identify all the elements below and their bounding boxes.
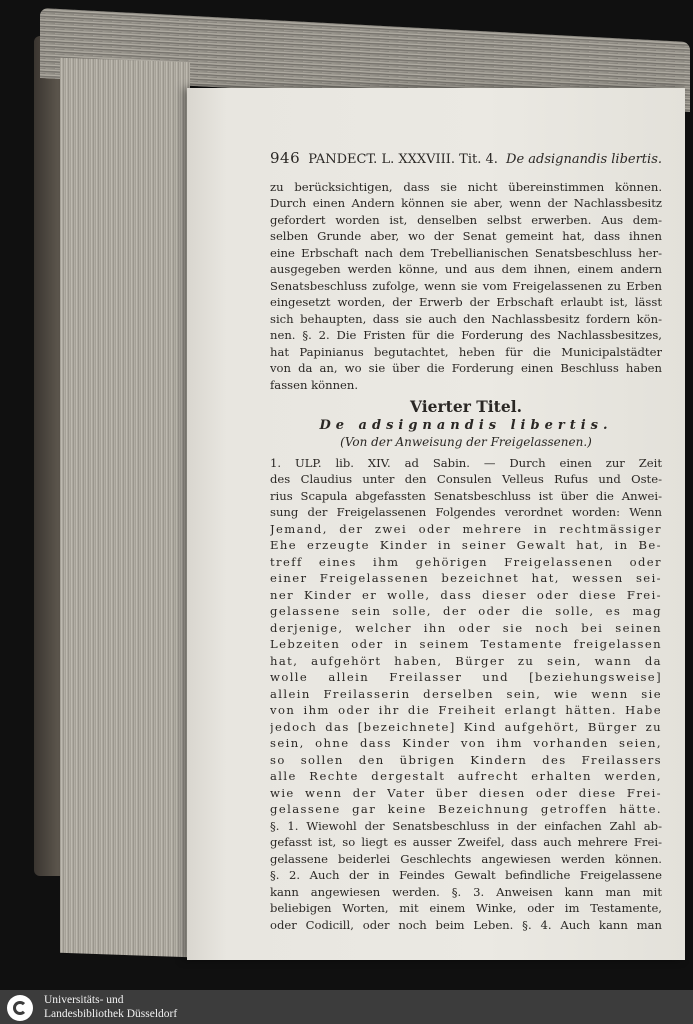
text-line: wolle allein Freilasser und [beziehungsweise] — [270, 670, 662, 684]
page-text — [270, 150, 662, 933]
text-line: sein, ohne dass Kinder von ihm vorhanden seien, — [270, 736, 662, 750]
text-line: oder Codicill, oder noch beim Leben. §. 4. Auch kann man — [270, 917, 662, 932]
text-line: fassen können. — [270, 377, 359, 392]
section-title: Vierter Titel. — [410, 397, 522, 416]
text-line: von ihm oder ihr die Freiheit erlangt hätten. Habe — [270, 703, 662, 717]
text-line: des Claudius unter den Consulen Velleus Rufus und Oste- — [270, 472, 662, 486]
text-line: nen. §. 2. Die Fristen für die Forderung des Nachlassbesitzes, — [270, 328, 662, 342]
text-line: hat, aufgehört haben, Bürger zu sein, wann da — [270, 653, 662, 668]
text-line: alle Rechte dergestalt aufrecht erhalten werden, — [270, 769, 662, 783]
paragraph-before — [270, 179, 662, 394]
text-line: hat Papinianus begutachtet, heben für die Municipalstädter — [270, 344, 662, 359]
running-header — [270, 150, 662, 169]
text-line: derjenige, welcher ihn oder sie noch bei seinen — [270, 620, 662, 635]
text-line: 1. ULP. lib. XIV. ad Sabin. — Durch einen zur Zeit — [270, 455, 662, 470]
text-line: gelassene gar keine Bezeichnung getroffen hätte. — [270, 802, 662, 816]
text-line: eine Erbschaft nach dem Trebellianischen Senatsbeschluss her- — [270, 245, 662, 260]
text-line: ausgegeben werden könne, und aus dem ihnen, einem andern — [270, 262, 662, 276]
text-line: gefordert worden ist, denselben selbst erwerben. Aus dem- — [270, 212, 662, 227]
text-line: von da an, wo sie über die Forderung einen Beschluss haben — [270, 361, 662, 375]
text-line: allein Freilasserin derselben sein, wie wenn sie — [270, 686, 662, 701]
section-subtitle-latin: De adsignandis libertis. — [319, 417, 613, 433]
text-line: §. 1. Wiewohl der Senatsbeschluss in der einfachen Zahl ab- — [270, 818, 662, 833]
text-line: wie wenn der Vater über diesen oder diese Frei- — [270, 785, 662, 800]
text-line: einer Freigelassenen bezeichnet hat, wessen sei- — [270, 571, 662, 585]
section-subtitle-german: (Von der Anweisung der Freigelassenen.) — [340, 435, 592, 449]
running-title: De adsignandis libertis. — [506, 152, 662, 167]
text-line: sung der Freigelassenen Folgendes verordnet worden: Wenn — [270, 505, 662, 519]
text-line: §. 2. Auch der in Feindes Gewalt befindliche Freigelassene — [270, 868, 662, 882]
text-line: Durch einen Andern können sie aber, wenn der Nachlassbesitz — [270, 196, 662, 210]
text-line: zu berücksichtigen, dass sie nicht übereinstimmen können. — [270, 179, 662, 194]
text-line: so sollen den übrigen Kindern des Freilassers — [270, 752, 662, 767]
text-line: Lebzeiten oder in seinem Testamente freigelassen — [270, 637, 662, 651]
text-line: treff eines ihm gehörigen Freigelassenen oder — [270, 554, 662, 569]
text-line: jedoch das [bezeichnete] Kind aufgehört, Bürger zu — [270, 719, 662, 734]
library-name — [44, 993, 177, 1021]
text-line: eingesetzt worden, der Erwerb der Erbschaft erlaubt ist, lässt — [270, 295, 662, 309]
text-line: Ehe erzeugte Kinder in seiner Gewalt hat, in Be- — [270, 538, 662, 552]
page-number: 946 — [270, 149, 301, 167]
text-line: kann angewiesen werden. §. 3. Anweisen kann man mit — [270, 884, 662, 899]
text-line: beliebigen Worten, mit einem Winke, oder im Testamente, — [270, 901, 662, 915]
text-line: Senatsbeschluss zufolge, wenn sie vom Freigelassenen zu Erben — [270, 278, 662, 293]
text-line: rius Scapula abgefassten Senatsbeschluss ist über die Anwei- — [270, 488, 662, 503]
text-line: ner Kinder er wolle, dass dieser oder diese Frei- — [270, 587, 662, 602]
text-line: gelassene beiderlei Geschlechts angewiesen werden können. — [270, 851, 662, 866]
text-line: selben Grunde aber, wo der Senat gemeint hat, dass ihnen — [270, 229, 662, 243]
library-name-line1: Universitäts- und — [44, 994, 124, 1006]
text-line: Jemand, der zwei oder mehrere in rechtmässiger — [270, 521, 662, 536]
paragraph-after — [270, 455, 662, 934]
text-line: gelassene sein solle, der oder die solle, es mag — [270, 604, 662, 618]
library-logo-icon — [7, 995, 33, 1021]
text-line: gefasst ist, so liegt es ausser Zweifel, dass auch mehrere Frei- — [270, 835, 662, 849]
running-head: PANDECT. L. XXXVIII. Tit. 4. — [308, 152, 498, 167]
book-fore-edge — [60, 58, 190, 958]
text-line: sich behaupten, dass sie auch den Nachlassbesitz fordern kön- — [270, 311, 662, 326]
library-name-line2: Landesbibliothek Düsseldorf — [44, 1008, 178, 1020]
